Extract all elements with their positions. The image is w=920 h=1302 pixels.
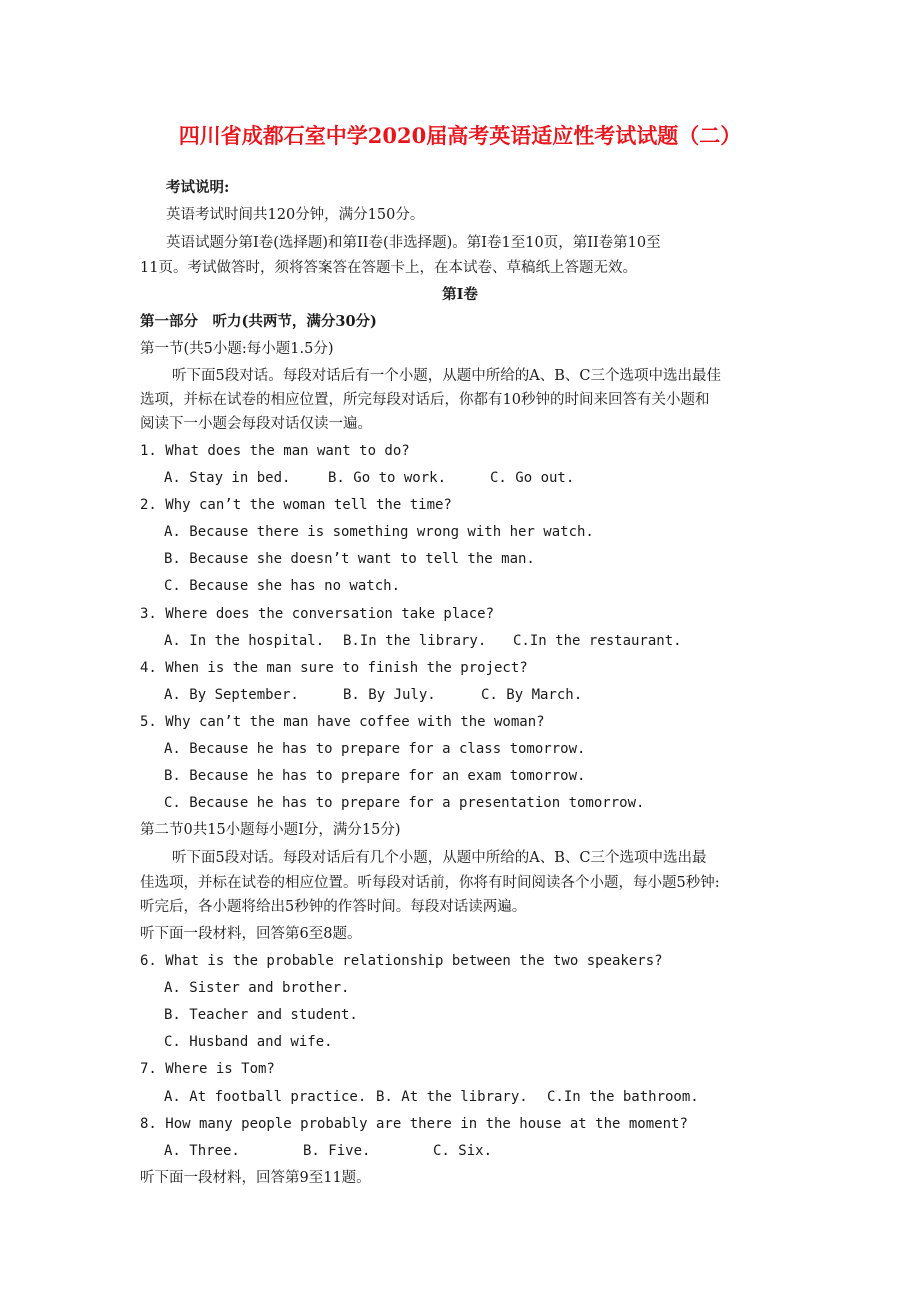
question-5-option-c: C. Because he has to prepare for a presentation tomorrow. <box>164 795 645 811</box>
question-7-option-b: B. At the library. <box>376 1089 528 1105</box>
question-1-option-c: C. Go out. <box>490 470 575 486</box>
question-1-option-b: B. Go to work. <box>328 470 447 486</box>
intro-line-2: 英语试题分第I卷(选择题)和第II卷(非选择题)。第I卷1至10页，第II卷第10至 <box>166 235 661 251</box>
question-5-stem: 5. Why can’t the man have coffee with the woman? <box>140 714 545 730</box>
question-7-stem: 7. Where is Tom? <box>140 1061 275 1077</box>
question-8-stem: 8. How many people probably are there in the house at the moment? <box>140 1116 688 1132</box>
part1-heading: 第一部分 听力(共两节，满分30分) <box>140 313 377 330</box>
question-8-option-c: C. Six. <box>433 1143 493 1159</box>
question-1-option-a: A. Stay in bed. <box>164 470 291 486</box>
question-7-option-a: A. At football practice. <box>164 1089 367 1105</box>
question-6-stem: 6. What is the probable relationship between the two speakers? <box>140 953 663 969</box>
question-4-stem: 4. When is the man sure to finish the project? <box>140 660 528 676</box>
material-9-11-label: 听下面一段材料，回答第9至11题。 <box>140 1170 371 1186</box>
question-7-option-c: C.In the bathroom. <box>547 1089 699 1105</box>
section1-instruction-1: 听下面5段对话。每段对话后有一个小题，从题中所给的A、B、C三个选项中选出最佳 <box>172 368 721 384</box>
question-4-option-b: B. By July. <box>343 687 436 703</box>
page-title: 四川省成都石室中学2020届高考英语适应性考试试题（二） <box>178 123 742 148</box>
question-2-option-a: A. Because there is something wrong with her watch. <box>164 524 594 540</box>
section2-instruction-3: 听完后，各小题将给出5秒钟的作答时间。每段对话读两遍。 <box>140 899 527 915</box>
section2-heading: 第二节0共15小题每小题I分，满分15分) <box>140 822 401 838</box>
intro-heading: 考试说明: <box>166 179 230 196</box>
question-3-stem: 3. Where does the conversation take place? <box>140 606 495 622</box>
question-1-stem: 1. What does the man want to do? <box>140 443 410 459</box>
question-3-option-a: A. In the hospital. <box>164 633 325 649</box>
question-8-option-b: B. Five. <box>303 1143 371 1159</box>
question-2-option-b: B. Because she doesn’t want to tell the man. <box>164 551 535 567</box>
material-6-8-label: 听下面一段材料，回答第6至8题。 <box>140 926 362 942</box>
question-6-option-c: C. Husband and wife. <box>164 1034 333 1050</box>
question-3-option-b: B.In the library. <box>343 633 487 649</box>
intro-line-3: 11页。考试做答时，须将答案答在答题卡上，在本试卷、草稿纸上答题无效。 <box>140 260 637 276</box>
section1-instruction-2: 选项，并标在试卷的相应位置，所完每段对话后，你都有10秒钟的时间来回答有关小题和 <box>140 392 710 408</box>
question-2-stem: 2. Why can’t the woman tell the time? <box>140 497 452 513</box>
question-6-option-b: B. Teacher and student. <box>164 1007 358 1023</box>
intro-line-1: 英语考试时间共120分钟，满分150分。 <box>166 207 425 223</box>
question-8-option-a: A. Three. <box>164 1143 240 1159</box>
question-5-option-b: B. Because he has to prepare for an exam tomorrow. <box>164 768 586 784</box>
question-3-option-c: C.In the restaurant. <box>513 633 682 649</box>
section2-instruction-1: 听下面5段对话。每段对话后有几个小题，从题中所给的A、B、C三个选项中选出最 <box>172 850 707 866</box>
section1-heading: 第一节(共5小题:每小题1.5分) <box>140 341 334 357</box>
question-2-option-c: C. Because she has no watch. <box>164 578 401 594</box>
section2-instruction-2: 佳选项，并标在试卷的相应位置。听每段对话前，你将有时间阅读各个小题，每小题5秒钟: <box>140 875 720 891</box>
question-4-option-c: C. By March. <box>481 687 583 703</box>
question-4-option-a: A. By September. <box>164 687 299 703</box>
volume-heading: 第I卷 <box>442 286 478 303</box>
question-5-option-a: A. Because he has to prepare for a class tomorrow. <box>164 741 586 757</box>
question-6-option-a: A. Sister and brother. <box>164 980 350 996</box>
section1-instruction-3: 阅读下一小题会每段对话仅读一遍。 <box>140 416 372 432</box>
